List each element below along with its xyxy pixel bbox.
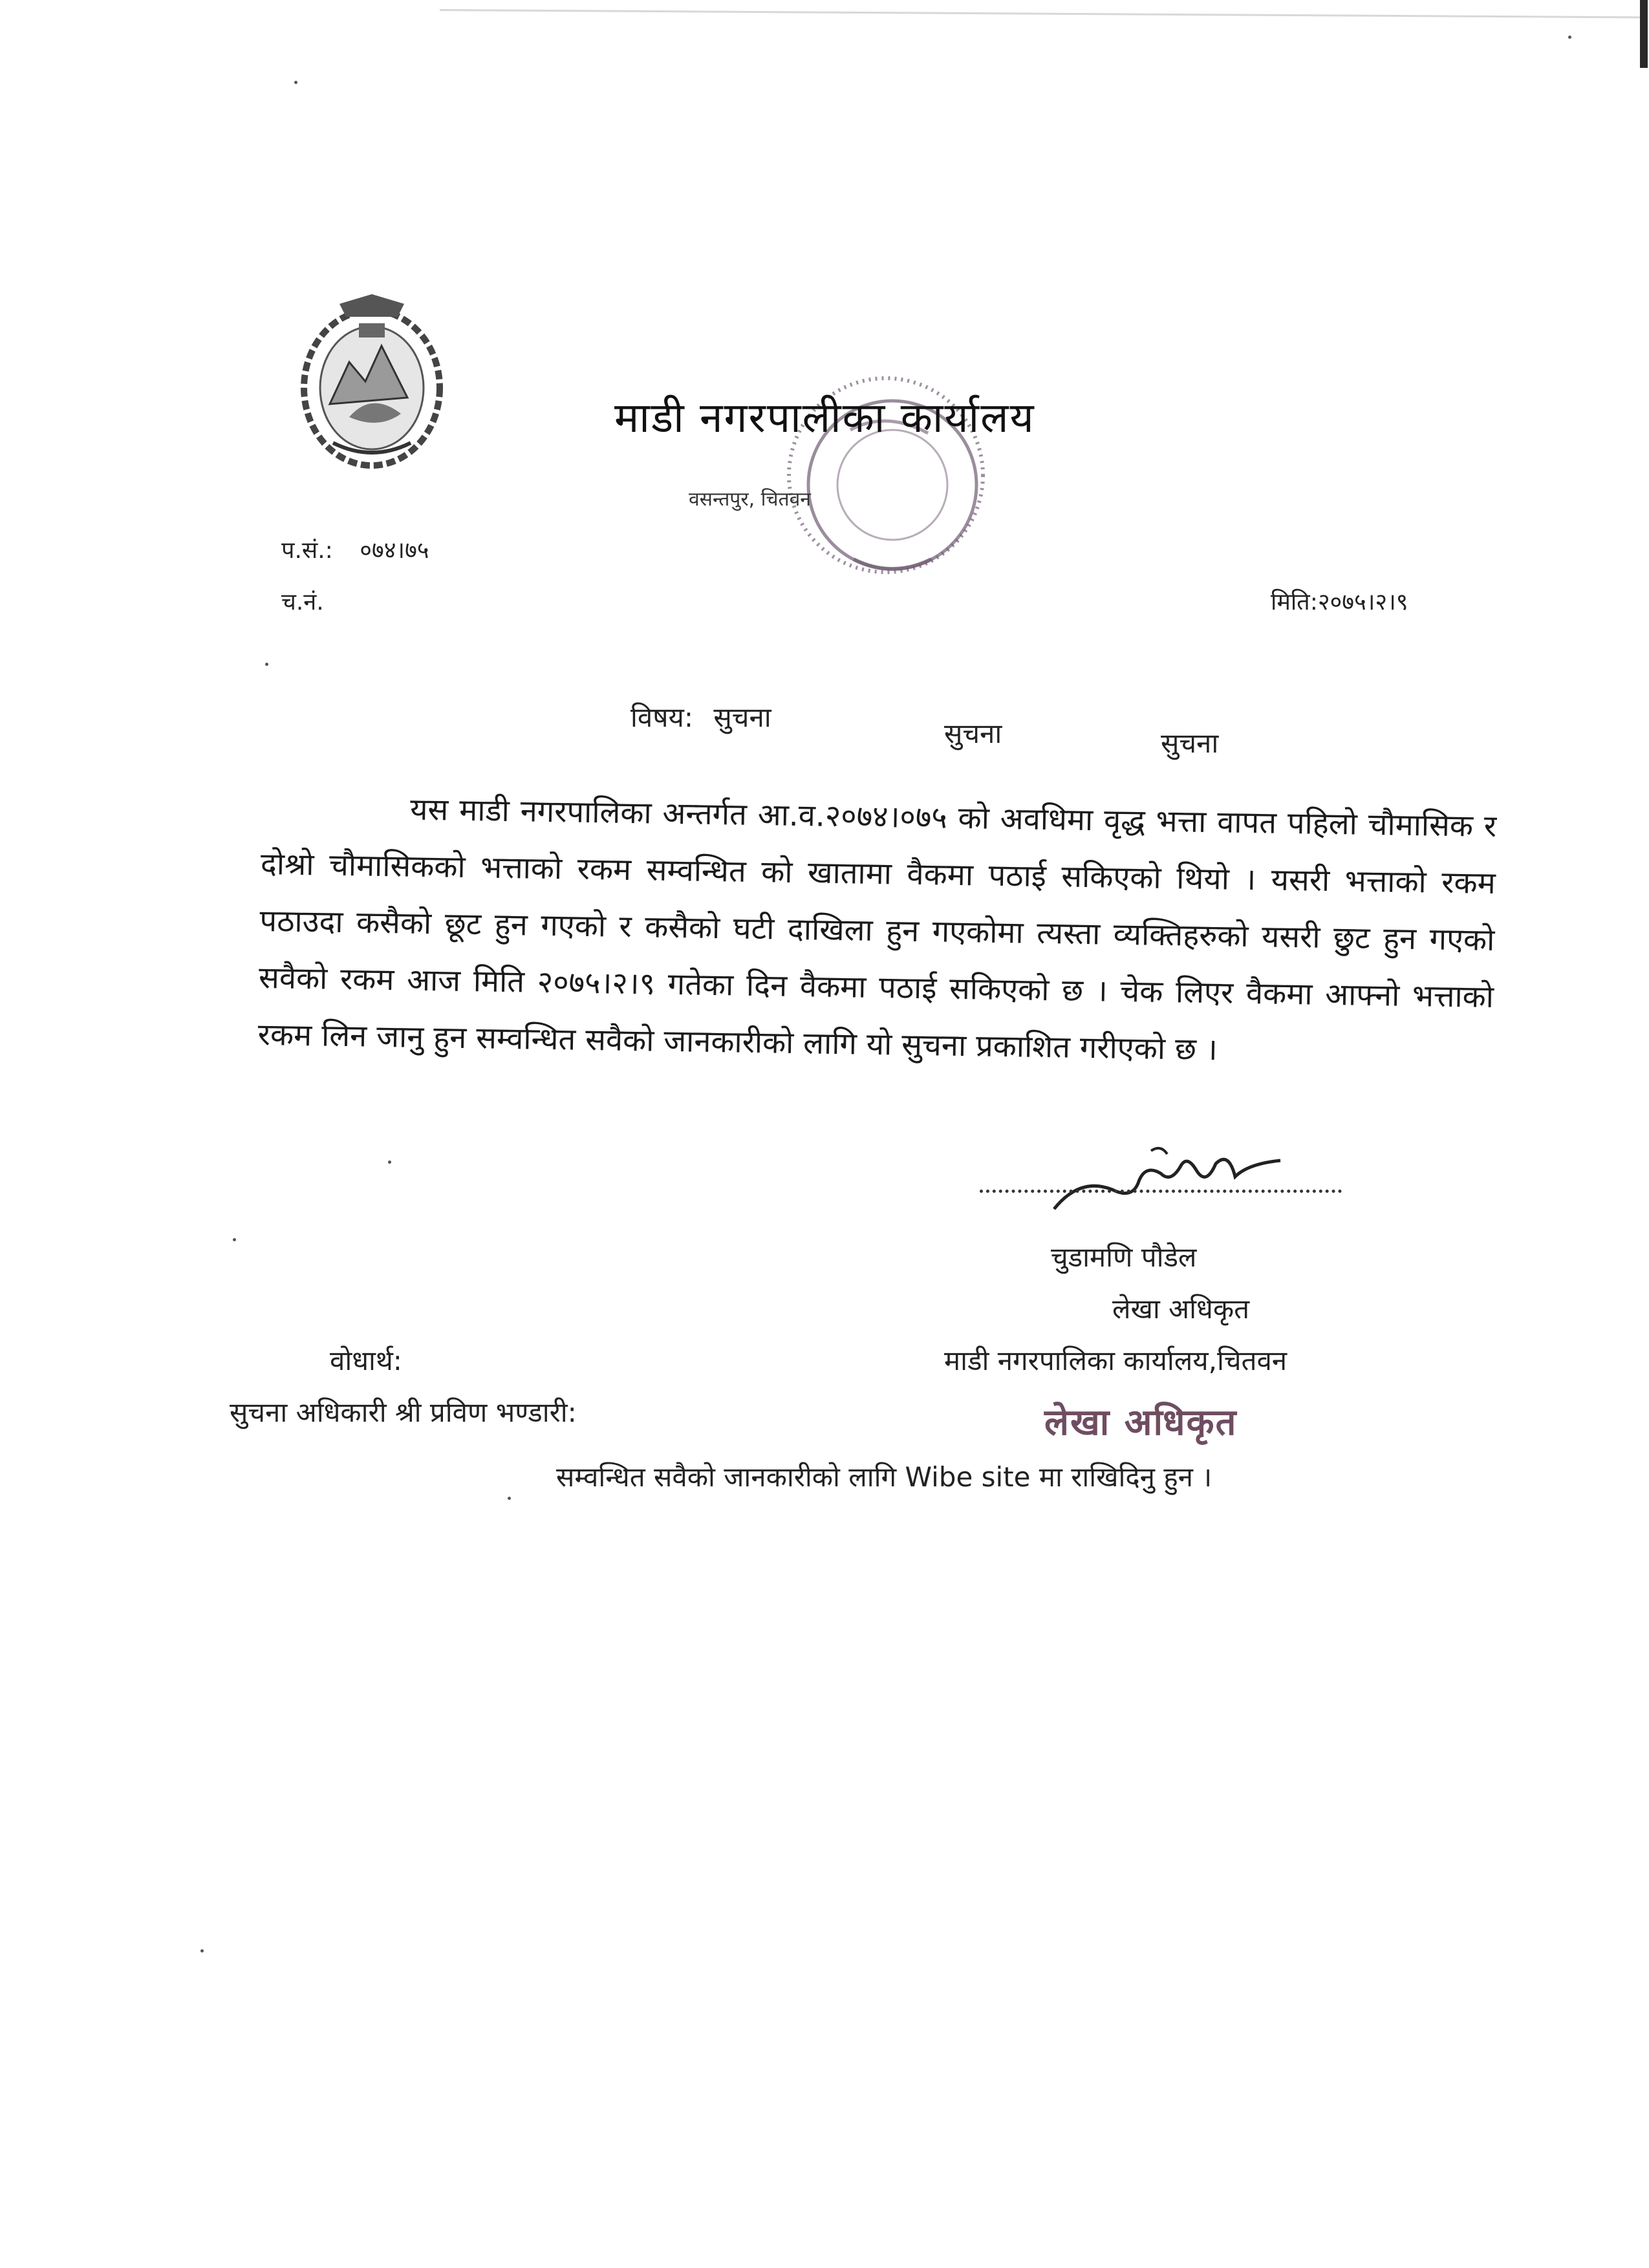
office-name-heading: माडी नगरपालीका कार्यालय xyxy=(614,394,1035,442)
scan-speck xyxy=(1568,36,1571,39)
notice-body-paragraph: यस माडी नगरपालिका अन्तर्गत आ.व.२०७४।०७५ को अवधिमा वृद्ध भत्ता वापत पहिलो चौमासिक र दोश्रो चौमासिकको भत्ताको रकम सम्वन्धित को खातामा वैकमा पठाई सकिएको थियो । यसरी भत्ताको रकम पठाउदा कसैको छूट हुन गएको र कसैको घटी दाखिला हुन गएकोमा त्यस्ता व्यक्तिहरुको यसरी छुट हुन गएको सवैको रकम आज मिति २०७५।२।९ गतेका दिन वैकमा पठाई सकिएको छ । चेक लिएर वैकमा आफ्नो भत्ताको रकम लिन जानु हुन सम्वन्धित सवैको जानकारीको लागि यो सुचना प्रकाशित गरीएको छ । xyxy=(257,791,1497,1068)
scan-edge-top xyxy=(440,9,1643,18)
handwritten-signature xyxy=(1041,1138,1300,1222)
office-address: वसन्तपुर, चितवन xyxy=(689,488,811,511)
scan-edge-right xyxy=(1640,0,1648,68)
ps-label: प.सं.: xyxy=(281,537,333,564)
scan-speck xyxy=(233,1238,236,1241)
subject-word-2: सुचना xyxy=(944,718,1002,749)
cc-instruction: सम्वन्धित सवैको जानकारीको लागि Wibe site मा राखिदिनु हुन । xyxy=(556,1461,1212,1493)
scan-speck xyxy=(388,1161,391,1164)
scan-speck xyxy=(265,663,268,666)
signature-line xyxy=(980,1190,1342,1195)
ps-value: ०७४।७५ xyxy=(360,537,429,564)
subject-label: विषय: xyxy=(630,701,694,733)
subject-word-3: सुचना xyxy=(1161,727,1219,759)
signatory-designation: लेखा अधिकृत xyxy=(1112,1293,1250,1325)
signatory-office: माडी नगरपालिका कार्यालय,चितवन xyxy=(944,1345,1288,1376)
scan-speck xyxy=(294,81,297,84)
cc-recipient: सुचना अधिकारी श्री प्रविण भण्डारी: xyxy=(230,1396,577,1428)
designation-rubber-stamp: लेखा अधिकृत xyxy=(1044,1402,1238,1444)
nepal-government-emblem xyxy=(294,291,453,491)
cn-label: च.नं. xyxy=(281,589,324,615)
reference-number xyxy=(281,533,429,565)
cc-label: वोधार्थ: xyxy=(330,1345,402,1376)
date-label: मिति: xyxy=(1271,589,1318,615)
signatory-name: चुडामणि पौडेल xyxy=(1051,1241,1197,1273)
office-stamp xyxy=(757,346,1015,617)
date-value: २०७५।२।९ xyxy=(1317,589,1408,615)
subject-word-1: सुचना xyxy=(713,701,771,733)
dispatch-number xyxy=(281,585,324,617)
scan-speck xyxy=(508,1497,511,1500)
scan-speck xyxy=(200,1949,204,1952)
subject-line xyxy=(630,698,771,735)
date-line xyxy=(1271,585,1408,617)
